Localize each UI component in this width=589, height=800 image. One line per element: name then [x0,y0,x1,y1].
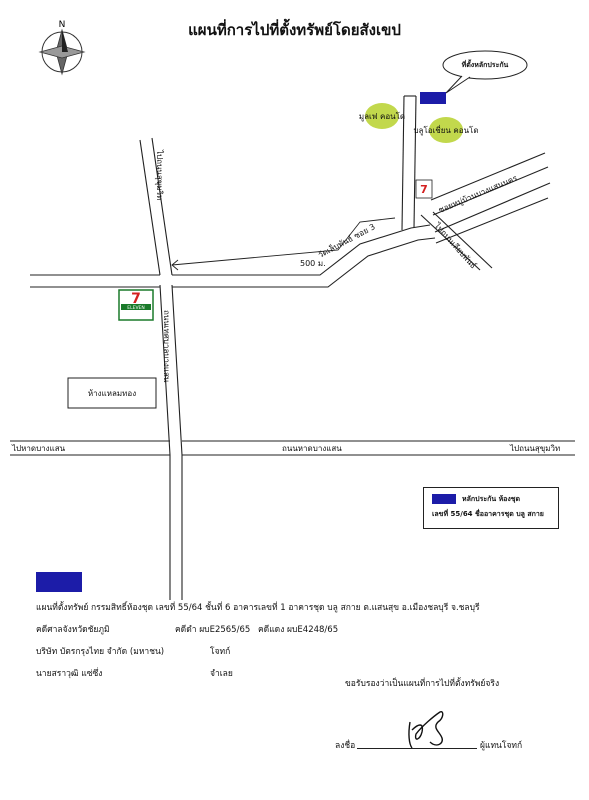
court-name: คดีศาลจังหวัดชัยภูมิ [36,625,110,635]
north-arrow-icon [40,20,84,74]
landmark-shop [68,378,156,408]
road-label-top-left: ไปถนนสุขุมวิท [155,150,164,201]
property-marker [420,92,446,104]
plaintiff-role: โจทก์ [210,647,231,657]
certification-text: ขอรับรองว่าเป็นแผนที่การไปที่ตั้งทรัพย์จริง [345,679,500,689]
defendant-role: จำเลย [210,669,233,679]
svg-text:มูลเฟ คอนโด: มูลเฟ คอนโด [358,112,406,121]
map-legend [423,487,559,529]
plaintiff-name: บริษัท บัตรกรุงไทย จำกัด (มหาชน) [36,647,165,657]
case-red: คดีแดง ผบE4248/65 [258,625,339,635]
road-label-village: ซอยหมู่บ้านบางแสนนคร [437,173,519,215]
signature-line [357,748,477,749]
svg-text:บลูโอเชี่ยน คอนโด: บลูโอเชี่ยน คอนโด [413,126,479,135]
callout-text: ที่ตั้งหลักประกัน [461,61,509,69]
compass-letter: N [58,20,66,30]
defendant-name: นายสราวุฒิ แซ่ซึ่ง [36,669,103,679]
property-callout [443,51,527,93]
svg-text:7: 7 [420,183,428,196]
seven-eleven-marker-top [416,180,432,198]
svg-text:ELEVEN: ELEVEN [127,306,145,311]
seven-eleven-marker [119,290,153,320]
svg-text:7: 7 [131,291,141,307]
road-label-to-bangsaen: ไปหาดบางแสน [12,444,66,453]
legend-swatch [432,494,456,504]
property-description: แผนที่ตั้งทรัพย์ กรรมสิทธิ์ห้องชุด เลขที่ 55/64 ชั้นที่ 6 อาคารเลขที่ 1 อาคารชุด บลู สกาย ต.แสนสุข อ.เมืองชลบุรี จ.ชลบุรี [36,603,480,613]
legend-line-1: หลักประกัน ห้องชุด [462,495,521,503]
distance-label: 500 ม. [300,259,326,268]
landmark-blue-ocean-condo [413,117,478,143]
sign-suffix: ผู้แทนโจทก์ [480,741,523,751]
signature-image [400,702,460,754]
road-label-to-sukhumvit: ไปถนนสุขุมวิท [510,444,561,453]
case-black: คดีดำ ผบE2565/65 [175,625,251,635]
road-label-vertical: ถนนเทศบาลบางแสน [162,310,171,383]
landmark-cafe-condo [359,103,405,129]
footer-swatch [36,572,82,592]
svg-text:ห้างแหลมทอง: ห้างแหลมทอง [87,389,137,398]
legend-line-2: เลขที่ 55/64 ชื่ออาคารชุด บลู สกาย [432,510,544,518]
road-label-soi: วัดเล็บพันธ์ ซอย 3 [316,222,377,260]
sign-prefix: ลงชื่อ [335,741,356,751]
road-label-main: ถนนหาดบางแสน [282,444,342,453]
road-label-right: ไปถนนเลียบพันธ์ [432,221,478,271]
page-title: แผนที่การไปที่ตั้งทรัพย์โดยสังเขป [188,21,401,39]
